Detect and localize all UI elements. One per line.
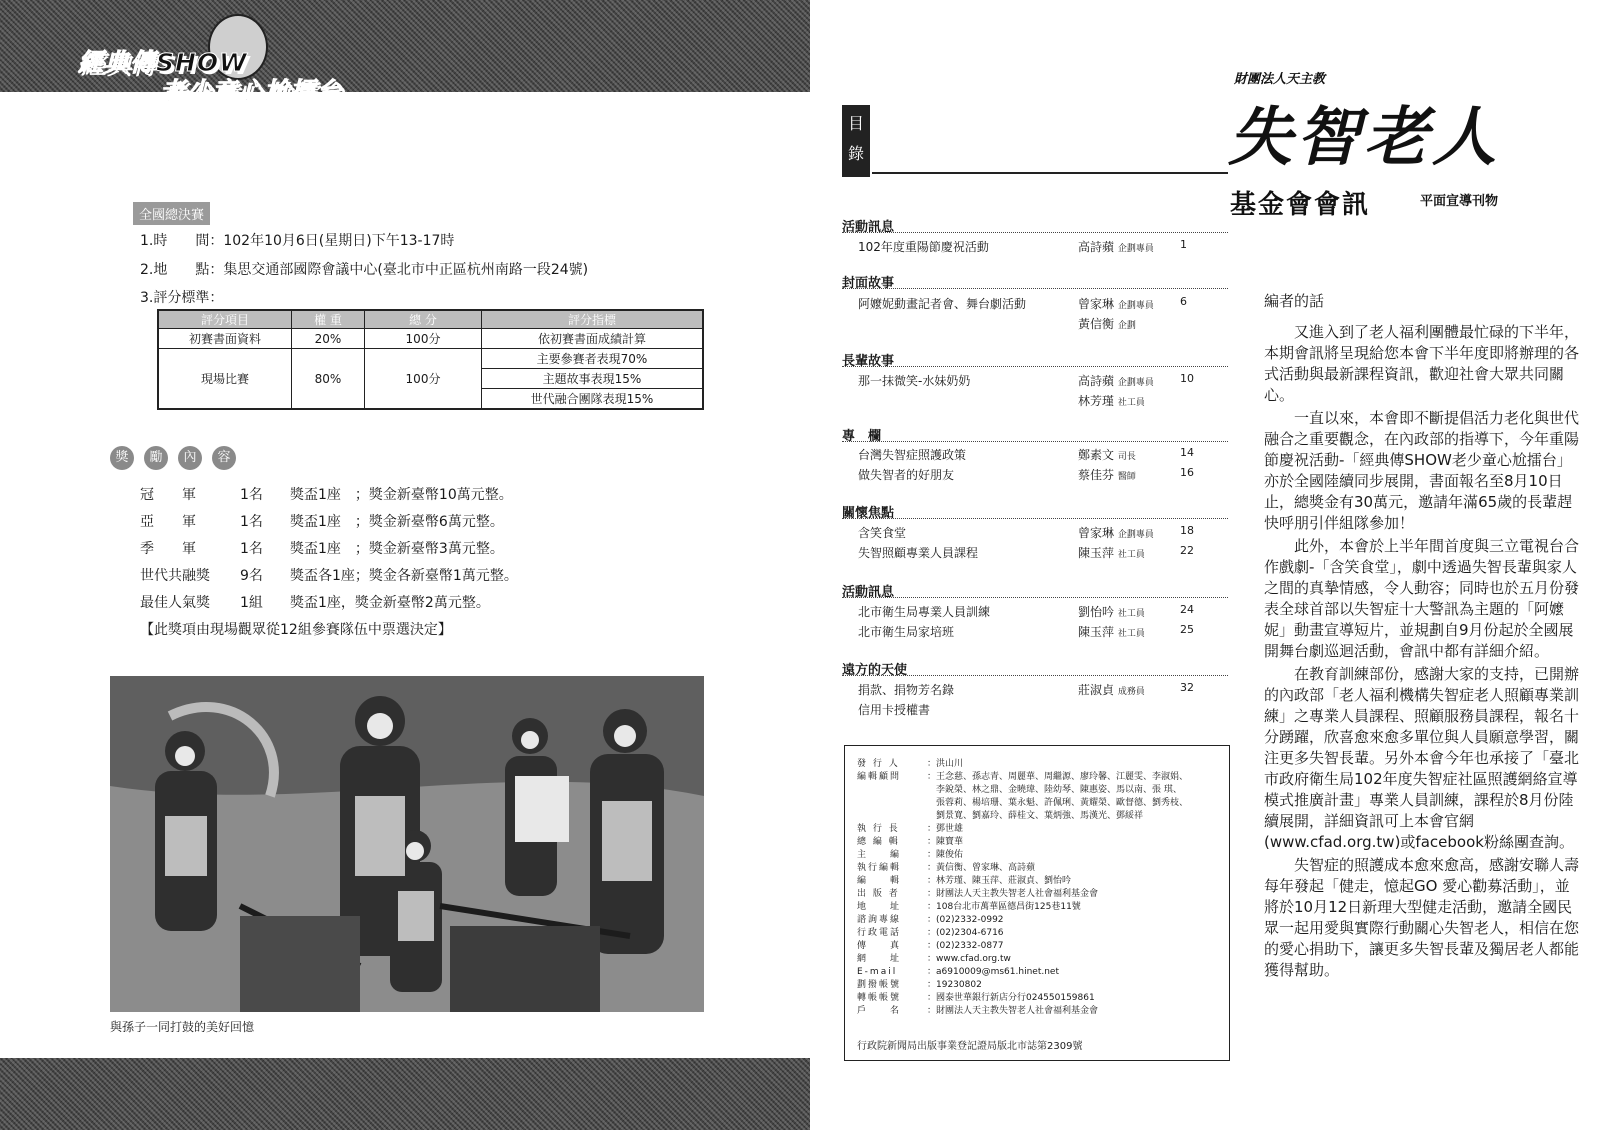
schedule-section-tag: 全國總決賽 bbox=[133, 202, 210, 225]
author-role: 企劃 bbox=[1117, 321, 1136, 331]
author-name: 黃信衡 bbox=[1078, 317, 1115, 331]
toc-section-title: 長輩故事 bbox=[842, 354, 895, 369]
toc-section-title: 封面故事 bbox=[842, 276, 895, 291]
editor-note-title: 編者的話 bbox=[1264, 292, 1325, 310]
brand-masthead: 失智老人 bbox=[1228, 100, 1500, 175]
imprint-value: ：王念慈、孫志青、周麗華、周繼源、廖玲馨、江麗雯、李淑娟、 bbox=[927, 772, 1189, 782]
imprint-value: ：(02)2304-6716 bbox=[927, 928, 1004, 938]
event-logo-line2: 老少童心尬擂台 bbox=[160, 77, 343, 106]
imprint-value: ：財團法人天主教失智老人社會福利基金會 bbox=[927, 1006, 1099, 1016]
award-prize: 獎盃1座 ；獎金新臺幣6萬元整。 bbox=[290, 514, 504, 530]
item-place bbox=[140, 259, 588, 279]
table-cell: 現場比賽 bbox=[158, 349, 292, 410]
item-num: 2.地 bbox=[140, 262, 168, 278]
imprint-value: ：108台北市萬華區德昌街125巷11號 bbox=[927, 902, 1081, 912]
award-count: 9名 bbox=[240, 568, 263, 584]
toc-author bbox=[1078, 372, 1154, 389]
award-title-char: 容 bbox=[212, 446, 236, 470]
item-value: 102年10月6日(星期日)下午13-17時 bbox=[223, 233, 455, 249]
author-name: 林芳瑾 bbox=[1078, 394, 1115, 408]
drum-performance-photo bbox=[110, 676, 704, 1012]
bottom-texture-band bbox=[0, 1058, 810, 1130]
imprint-row bbox=[857, 886, 1098, 899]
imprint-key: 編輯顧問 bbox=[857, 772, 902, 782]
table-header-row bbox=[158, 310, 703, 329]
item-criteria: 3.評分標準： bbox=[140, 290, 224, 306]
imprint-row bbox=[857, 795, 1188, 808]
award-prize: 獎盃1座 ；獎金新臺幣10萬元整。 bbox=[290, 487, 513, 503]
right-page bbox=[810, 0, 1600, 1130]
toc-author bbox=[1078, 623, 1145, 640]
toc-author bbox=[1078, 544, 1145, 561]
imprint-row bbox=[857, 860, 1035, 873]
table-cell: 主題故事表現15% bbox=[482, 369, 704, 389]
toc-divider bbox=[842, 232, 1228, 233]
imprint-row bbox=[857, 990, 1095, 1003]
imprint-value: ：(02)2332-0877 bbox=[927, 941, 1004, 951]
toc-entry[interactable]: 阿嬤妮動畫記者會、舞台劇活動 bbox=[858, 297, 1027, 311]
photo-caption: 與孫子一同打鼓的美好回憶 bbox=[110, 1020, 255, 1034]
editor-paragraph: 一直以來，本會即不斷提倡活力老化與世代融合之重要觀念，在內政部的指導下，今年重陽節慶祝活動-「經典傳SHOW老少童心尬擂台」亦於全國陸續同步展開，書面報名至8月10日止，總獎金有30萬元，邀請年滿65歲的長輩趕快呼朋引伴組隊參加！ bbox=[1264, 409, 1580, 532]
table-cell: 主要參賽者表現70% bbox=[482, 349, 704, 369]
imprint-key: 執 行 長 bbox=[857, 824, 900, 834]
author-name: 鄭素文 bbox=[1078, 448, 1115, 462]
award-count: 1名 bbox=[240, 541, 263, 557]
toc-title-rule bbox=[872, 172, 1228, 174]
toc-author bbox=[1078, 524, 1154, 541]
imprint-key: 總 編 輯 bbox=[857, 837, 900, 847]
toc-entry[interactable]: 那一抹微笑-水妹奶奶 bbox=[858, 374, 971, 388]
imprint-row bbox=[857, 756, 963, 769]
imprint-key: 出 版 者 bbox=[857, 889, 900, 899]
imprint-row bbox=[857, 912, 1004, 925]
imprint-value: 李銳榮、林之鼎、金曉瑋、陸幼琴、陳惠姿、馬以南、張 琪、 bbox=[927, 785, 1182, 795]
item-time bbox=[140, 230, 454, 250]
imprint-value: ：國泰世華銀行新店分行024550159861 bbox=[927, 993, 1095, 1003]
author-name: 高詩蘋 bbox=[1078, 240, 1115, 254]
toc-page-number: 14 bbox=[1180, 446, 1194, 459]
imprint-key: 執行編輯 bbox=[857, 863, 902, 873]
imprint-row bbox=[857, 821, 963, 834]
brand-publisher: 財團法人天主教 bbox=[1234, 72, 1326, 87]
toc-section-title: 活動訊息 bbox=[842, 220, 895, 235]
col-header: 總 分 bbox=[365, 310, 482, 329]
brand-subtitle: 基金會會訊 bbox=[1230, 190, 1371, 220]
toc-section-title: 關懷焦點 bbox=[842, 506, 895, 521]
imprint-key: 編 輯 bbox=[857, 876, 902, 886]
imprint-key: 劃撥帳號 bbox=[857, 980, 902, 990]
imprint-key: 諮詢專線 bbox=[857, 915, 902, 925]
imprint-value: ：黃信衡、曾家琳、高詩蘋 bbox=[927, 863, 1036, 873]
author-name: 高詩蘋 bbox=[1078, 374, 1115, 388]
author-name: 劉怡吟 bbox=[1078, 605, 1115, 619]
table-row bbox=[158, 329, 703, 349]
award-row bbox=[140, 484, 513, 504]
col-header: 權 重 bbox=[292, 310, 365, 329]
award-title-char: 勵 bbox=[144, 446, 168, 470]
award-name: 冠 軍 bbox=[140, 487, 196, 503]
imprint-key: 轉帳帳號 bbox=[857, 993, 902, 1003]
toc-entry[interactable]: 做失智者的好朋友 bbox=[858, 468, 955, 482]
imprint-value: ：鄧世雄 bbox=[927, 824, 964, 834]
imprint-row bbox=[857, 834, 963, 847]
toc-divider bbox=[842, 366, 1228, 367]
toc-author bbox=[1078, 238, 1154, 255]
table-cell: 世代融合團隊表現15% bbox=[482, 389, 704, 410]
toc-page-number: 1 bbox=[1180, 238, 1187, 251]
toc-entry[interactable]: 信用卡授權書 bbox=[858, 703, 931, 717]
award-name: 亞 軍 bbox=[140, 514, 196, 530]
toc-page-number: 18 bbox=[1180, 524, 1194, 537]
award-prize: 獎盃各1座；獎金各新臺幣1萬元整。 bbox=[290, 568, 518, 584]
table-cell: 依初賽書面成績計算 bbox=[482, 329, 704, 349]
brand-tail: 平面宣導刊物 bbox=[1420, 194, 1499, 209]
award-row bbox=[140, 592, 490, 612]
toc-page-number: 6 bbox=[1180, 295, 1187, 308]
imprint-row bbox=[857, 782, 1182, 795]
editor-paragraph: 失智症的照護成本愈來愈高，感謝安聯人壽每年發起「健走，憶起GO 愛心勸募活動」，並將於10月12日新理大型健走活動，邀請全國民眾一起用愛與實際行動關心失智老人，相信在您的愛心捐助下，讓更多失智長輩及獨居老人都能獲得幫助。 bbox=[1264, 856, 1580, 979]
toc-entry[interactable]: 捐款、捐物芳名錄 bbox=[858, 683, 955, 697]
author-name: 蔡佳芬 bbox=[1078, 468, 1115, 482]
imprint-row bbox=[857, 938, 1004, 951]
author-role: 企劃專員 bbox=[1117, 244, 1154, 254]
imprint-key: 傳 真 bbox=[857, 941, 902, 951]
imprint-value: ：財團法人天主教失智老人社會福利基金會 bbox=[927, 889, 1099, 899]
criteria-table bbox=[157, 309, 704, 410]
photo-illustration bbox=[110, 676, 704, 1012]
imprint-key: 主 編 bbox=[857, 850, 902, 860]
table-row bbox=[158, 349, 703, 369]
imprint-value: 張蓉莉、楊培珊、葉永魁、許佩琍、黃耀榮、歐督德、劉秀枝、 bbox=[927, 798, 1189, 808]
toc-divider bbox=[842, 518, 1228, 519]
author-name: 曾家琳 bbox=[1078, 297, 1115, 311]
toc-page-number: 10 bbox=[1180, 372, 1194, 385]
toc-entry[interactable]: 102年度重陽節慶祝活動 bbox=[858, 240, 989, 254]
imprint-value: ：洪山川 bbox=[927, 759, 964, 769]
author-name: 陳玉萍 bbox=[1078, 625, 1115, 639]
table-cell: 100分 bbox=[365, 349, 482, 410]
imprint-value: ：19230802 bbox=[927, 980, 982, 990]
imprint-value: ：陳寶華 bbox=[927, 837, 964, 847]
toc-entry[interactable]: 北市衛生局家培班 bbox=[858, 625, 955, 639]
imprint-row bbox=[857, 1003, 1098, 1016]
editor-note-body bbox=[1264, 322, 1582, 981]
table-cell: 初賽書面資料 bbox=[158, 329, 292, 349]
imprint-row bbox=[857, 899, 1081, 912]
award-count: 1名 bbox=[240, 514, 263, 530]
author-role: 醫師 bbox=[1117, 472, 1136, 482]
author-name: 莊淑貞 bbox=[1078, 683, 1115, 697]
table-cell: 20% bbox=[292, 329, 365, 349]
award-title-char: 內 bbox=[178, 446, 202, 470]
toc-divider bbox=[842, 288, 1228, 289]
imprint-row bbox=[857, 964, 1059, 977]
author-role: 社工員 bbox=[1117, 629, 1145, 639]
award-title-char: 獎 bbox=[110, 446, 134, 470]
toc-divider bbox=[842, 441, 1228, 442]
imprint-key: 發 行 人 bbox=[857, 759, 900, 769]
toc-divider bbox=[842, 597, 1228, 598]
award-row bbox=[140, 538, 504, 558]
imprint-key: E-mail bbox=[857, 967, 898, 977]
imprint-row bbox=[857, 873, 1071, 886]
item-label: 間： bbox=[195, 233, 224, 249]
imprint-row bbox=[857, 925, 1004, 938]
author-role: 企劃專員 bbox=[1117, 301, 1154, 311]
editor-paragraph: 又進入到了老人福利團體最忙碌的下半年，本期會訊將呈現給您本會下半年度即將辦理的各式活動與最新課程資訊，歡迎社會大眾共同關心。 bbox=[1264, 323, 1580, 404]
toc-page-number: 25 bbox=[1180, 623, 1194, 636]
author-role: 成務員 bbox=[1117, 687, 1145, 697]
author-role: 社工員 bbox=[1117, 550, 1145, 560]
item-label: 點： bbox=[195, 262, 224, 278]
imprint-key: 網 址 bbox=[857, 954, 902, 964]
award-count: 1組 bbox=[240, 595, 263, 611]
toc-page-number: 22 bbox=[1180, 544, 1194, 557]
award-count: 1名 bbox=[240, 487, 263, 503]
imprint-row bbox=[857, 977, 982, 990]
toc-section-title: 專 欄 bbox=[842, 429, 882, 444]
toc-title-char: 目 bbox=[847, 114, 864, 133]
award-row bbox=[140, 511, 504, 531]
imprint-value: ：www.cfad.org.tw bbox=[927, 954, 1011, 964]
imprint-key: 地 址 bbox=[857, 902, 902, 912]
toc-entry[interactable]: 失智照顧專業人員課程 bbox=[858, 546, 979, 560]
col-header: 評分項目 bbox=[158, 310, 292, 329]
imprint-row bbox=[857, 847, 963, 860]
imprint-row bbox=[857, 769, 1188, 782]
toc-page-number: 24 bbox=[1180, 603, 1194, 616]
toc-entry[interactable]: 含笑食堂 bbox=[858, 526, 907, 540]
author-name: 陳玉萍 bbox=[1078, 546, 1115, 560]
award-name: 季 軍 bbox=[140, 541, 196, 557]
award-prize: 獎盃1座，獎金新臺幣2萬元整。 bbox=[290, 595, 490, 611]
imprint-box bbox=[844, 745, 1230, 1061]
toc-author bbox=[1078, 466, 1136, 483]
editor-paragraph: 此外，本會於上半年間首度與三立電視台合作戲劇-「含笑食堂」，劇中透過失智長輩與家人之間的真摯情感，令人動容；同時也於五月份發表全球首部以失智症十大警訊為主題的「阿嬤妮」動畫宣導短片，並規劃自9月份起於全國展開舞台劇巡迴活動，會訊中都有詳細介紹。 bbox=[1264, 537, 1580, 660]
author-role: 社工員 bbox=[1117, 398, 1145, 408]
toc-section-title: 遠方的天使 bbox=[842, 663, 908, 678]
toc-author bbox=[1078, 315, 1136, 332]
toc-author bbox=[1078, 681, 1145, 698]
table-cell: 100分 bbox=[365, 329, 482, 349]
imprint-value: ：(02)2332-0992 bbox=[927, 915, 1004, 925]
toc-title bbox=[842, 105, 870, 177]
imprint-key: 行政電話 bbox=[857, 928, 902, 938]
table-cell: 80% bbox=[292, 349, 365, 410]
toc-author bbox=[1078, 603, 1145, 620]
toc-author bbox=[1078, 446, 1136, 463]
award-name: 最佳人氣獎 bbox=[140, 595, 210, 611]
toc-divider bbox=[842, 675, 1228, 676]
award-note: 【此獎項由現場觀眾從12組參賽隊伍中票選決定】 bbox=[140, 622, 452, 638]
toc-page-number: 32 bbox=[1180, 681, 1194, 694]
event-logo-line1: 經典傳SHOW bbox=[78, 48, 248, 77]
imprint-value: 劉景寬、劉嘉玲、薛桂文、葉炳強、馬漢光、鄧綏祥 bbox=[927, 811, 1144, 821]
author-role: 社工員 bbox=[1117, 609, 1145, 619]
toc-author bbox=[1078, 295, 1154, 312]
imprint-footer: 行政院新聞局出版事業登記證局版北市誌第2309號 bbox=[857, 1041, 1083, 1052]
editor-paragraph: 在教育訓練部份，感謝大家的支持，已開辦的內政部「老人福利機構失智症老人照顧專業訓練」之專業人員課程、照顧服務員課程，報名十分踴躍，欣喜愈來愈多單位與人員願意學習，關注更多失智長輩。另外本會今年也承接了「臺北市政府衛生局102年度失智症社區照護網絡宣導模式推廣計畫」專業人員訓練，課程於8月份陸續展開，詳細資訊可上本會官網(www.cfad.org.tw)或facebook粉絲團查詢。 bbox=[1264, 665, 1580, 851]
item-value: 集思交通部國際會議中心(臺北市中正區杭州南路一段24號) bbox=[223, 262, 589, 278]
imprint-row bbox=[857, 808, 1143, 821]
col-header: 評分指標 bbox=[482, 310, 704, 329]
imprint-value: ：陳俊佑 bbox=[927, 850, 964, 860]
author-role: 司長 bbox=[1117, 452, 1136, 462]
imprint-key: 戶 名 bbox=[857, 1006, 902, 1016]
imprint-row bbox=[857, 951, 1011, 964]
toc-entry[interactable]: 北市衛生局專業人員訓練 bbox=[858, 605, 991, 619]
toc-title-char: 錄 bbox=[847, 144, 864, 163]
award-name: 世代共融獎 bbox=[140, 568, 210, 584]
toc-author bbox=[1078, 392, 1145, 409]
author-name: 曾家琳 bbox=[1078, 526, 1115, 540]
imprint-value: ：a6910009@ms61.hinet.net bbox=[927, 967, 1059, 977]
award-prize: 獎盃1座 ；獎金新臺幣3萬元整。 bbox=[290, 541, 504, 557]
toc-section-title: 活動訊息 bbox=[842, 585, 895, 600]
item-num: 1.時 bbox=[140, 233, 168, 249]
imprint-value: ：林芳瑾、陳玉萍、莊淑貞、劉怡吟 bbox=[927, 876, 1072, 886]
toc-page-number: 16 bbox=[1180, 466, 1194, 479]
toc-entry[interactable]: 台灣失智症照護政策 bbox=[858, 448, 967, 462]
author-role: 企劃專員 bbox=[1117, 378, 1154, 388]
author-role: 企劃專員 bbox=[1117, 530, 1154, 540]
award-row bbox=[140, 565, 518, 585]
